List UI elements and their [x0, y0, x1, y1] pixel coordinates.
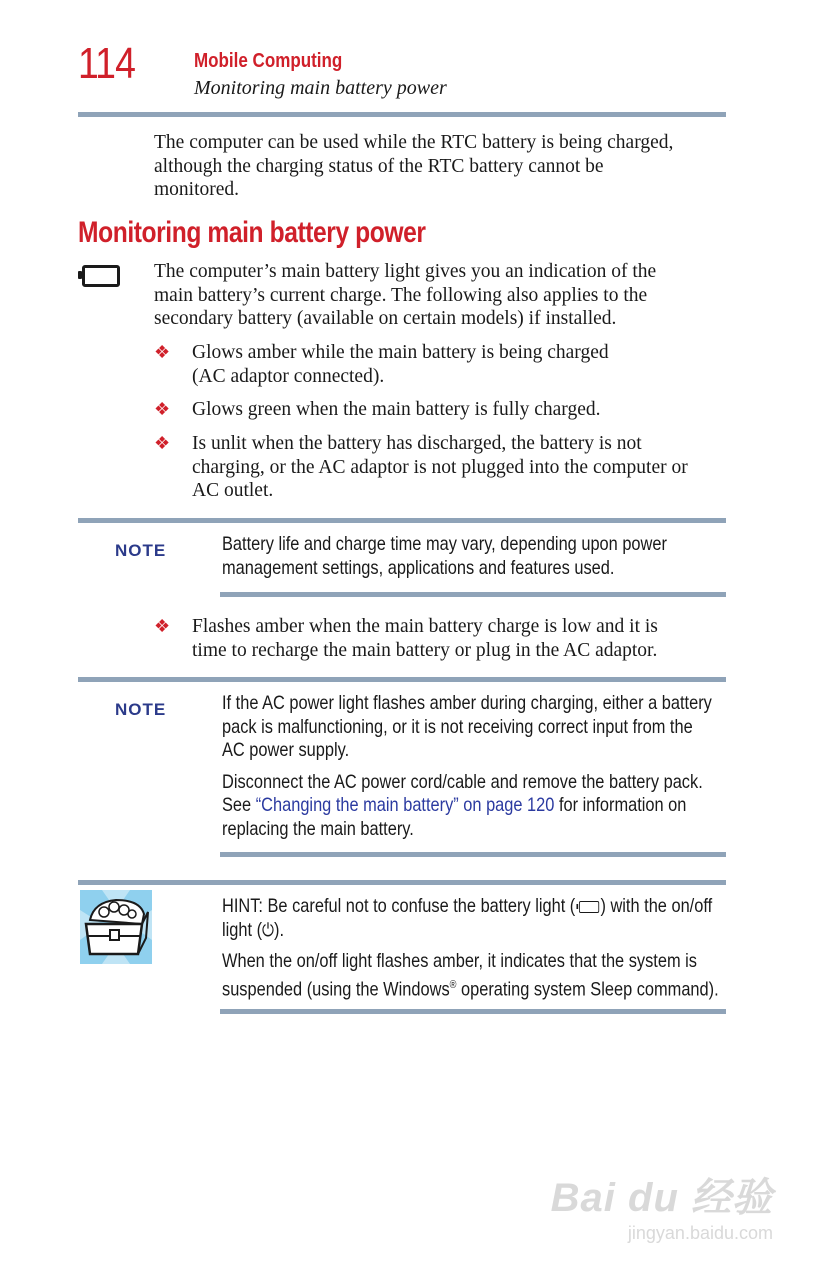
- bullet-line: (AC adaptor connected).: [192, 365, 385, 387]
- hint-line: [222, 895, 726, 919]
- note-line: management settings, applications and features used.: [222, 556, 615, 579]
- battery-light-icon: [579, 901, 599, 913]
- header-rule: [78, 112, 726, 117]
- battery-intro: [154, 260, 656, 331]
- watermark-url: jingyan.baidu.com: [627, 1223, 773, 1243]
- bullet-line: Is unlit when the battery has discharged, the battery is not: [192, 433, 642, 454]
- note-line: Disconnect the AC power cord/cable and remove the battery pack.: [222, 770, 703, 793]
- hint-rule-top: [78, 880, 726, 885]
- battery-intro-line: The computer’s main battery light gives you an indication of the: [154, 261, 657, 282]
- note-line: If the AC power light flashes amber during charging, either a battery: [222, 692, 712, 714]
- page-number: 114: [78, 39, 136, 88]
- note-rule-top: [78, 677, 726, 682]
- bullet-item: [154, 341, 609, 388]
- note-line: [222, 794, 726, 818]
- intro-line: monitored.: [154, 179, 240, 200]
- hint-line: When the on/off light flashes amber, it indicates that the system is: [222, 950, 697, 972]
- changing-battery-link[interactable]: “Changing the main battery” on page 120: [255, 794, 555, 816]
- note-label: NOTE: [115, 541, 167, 560]
- bullet-line: AC outlet.: [192, 480, 274, 501]
- bullet-line: charging, or the AC adaptor is not plugged into the computer or: [192, 456, 688, 478]
- registered-mark: ®: [449, 978, 457, 991]
- hint-line: [222, 919, 726, 943]
- hint-line-part: ) with the on/off: [600, 895, 713, 917]
- after-link-text: for information on: [554, 794, 687, 816]
- hint-text: [222, 895, 726, 1010]
- bullet-diamond-icon: ❖: [154, 616, 171, 636]
- battery-icon: [82, 265, 120, 287]
- bullet-line: time to recharge the main battery or plug in the AC adaptor.: [192, 639, 658, 661]
- section-subtitle: Monitoring main battery power: [194, 77, 447, 99]
- hint-line-part: operating system Sleep command).: [456, 978, 719, 1000]
- chapter-title: Mobile Computing: [194, 50, 343, 72]
- hint-rule-bottom: [220, 1009, 726, 1014]
- hint-line-part: suspended (using the Windows: [222, 978, 450, 1000]
- note-text: [222, 533, 726, 580]
- see-text: See: [222, 794, 256, 816]
- intro-paragraph: [154, 131, 673, 202]
- bullet-line: Glows amber while the main battery is being charged: [192, 342, 609, 363]
- hint-line: [222, 974, 726, 1002]
- bullet-diamond-icon: ❖: [154, 342, 171, 362]
- bullet-line: Glows green when the main battery is fully charged.: [192, 399, 601, 420]
- intro-line: The computer can be used while the RTC battery is being charged,: [154, 132, 674, 153]
- bullet-item: [154, 432, 688, 503]
- note-label: NOTE: [115, 700, 167, 719]
- hint-line-part: HINT: Be careful not to confuse the battery light (: [222, 895, 576, 917]
- note-line: replacing the main battery.: [222, 817, 414, 840]
- note-line: pack is malfunctioning, or it is not receiving correct input from the: [222, 715, 693, 738]
- bullet-diamond-icon: ❖: [154, 433, 171, 453]
- battery-intro-line: main battery’s current charge. The following also applies to the: [154, 284, 648, 306]
- watermark-brand: Bai du 经验: [550, 1176, 773, 1220]
- note-text: [222, 692, 726, 849]
- bullet-diamond-icon: ❖: [154, 399, 171, 419]
- note-rule-top: [78, 518, 726, 523]
- note-line: AC power supply.: [222, 739, 350, 761]
- bullet-line: Flashes amber when the main battery charge is low and it is: [192, 616, 658, 637]
- note-line: Battery life and charge time may vary, depending upon power: [222, 533, 667, 555]
- note-rule-bottom: [220, 852, 726, 857]
- bullet-item: [154, 398, 600, 422]
- intro-line: although the charging status of the RTC battery cannot be: [154, 155, 604, 177]
- bullet-item: [154, 615, 658, 662]
- note-rule-bottom: [220, 592, 726, 597]
- battery-intro-line: secondary battery (available on certain models) if installed.: [154, 308, 617, 329]
- watermark: [551, 1166, 773, 1244]
- hint-line-part: ).: [274, 918, 285, 941]
- treasure-chest-icon: [80, 890, 152, 964]
- hint-line-part: light (: [222, 918, 263, 941]
- section-heading: Monitoring main battery power: [78, 216, 426, 249]
- power-icon: ⏻: [262, 919, 275, 941]
